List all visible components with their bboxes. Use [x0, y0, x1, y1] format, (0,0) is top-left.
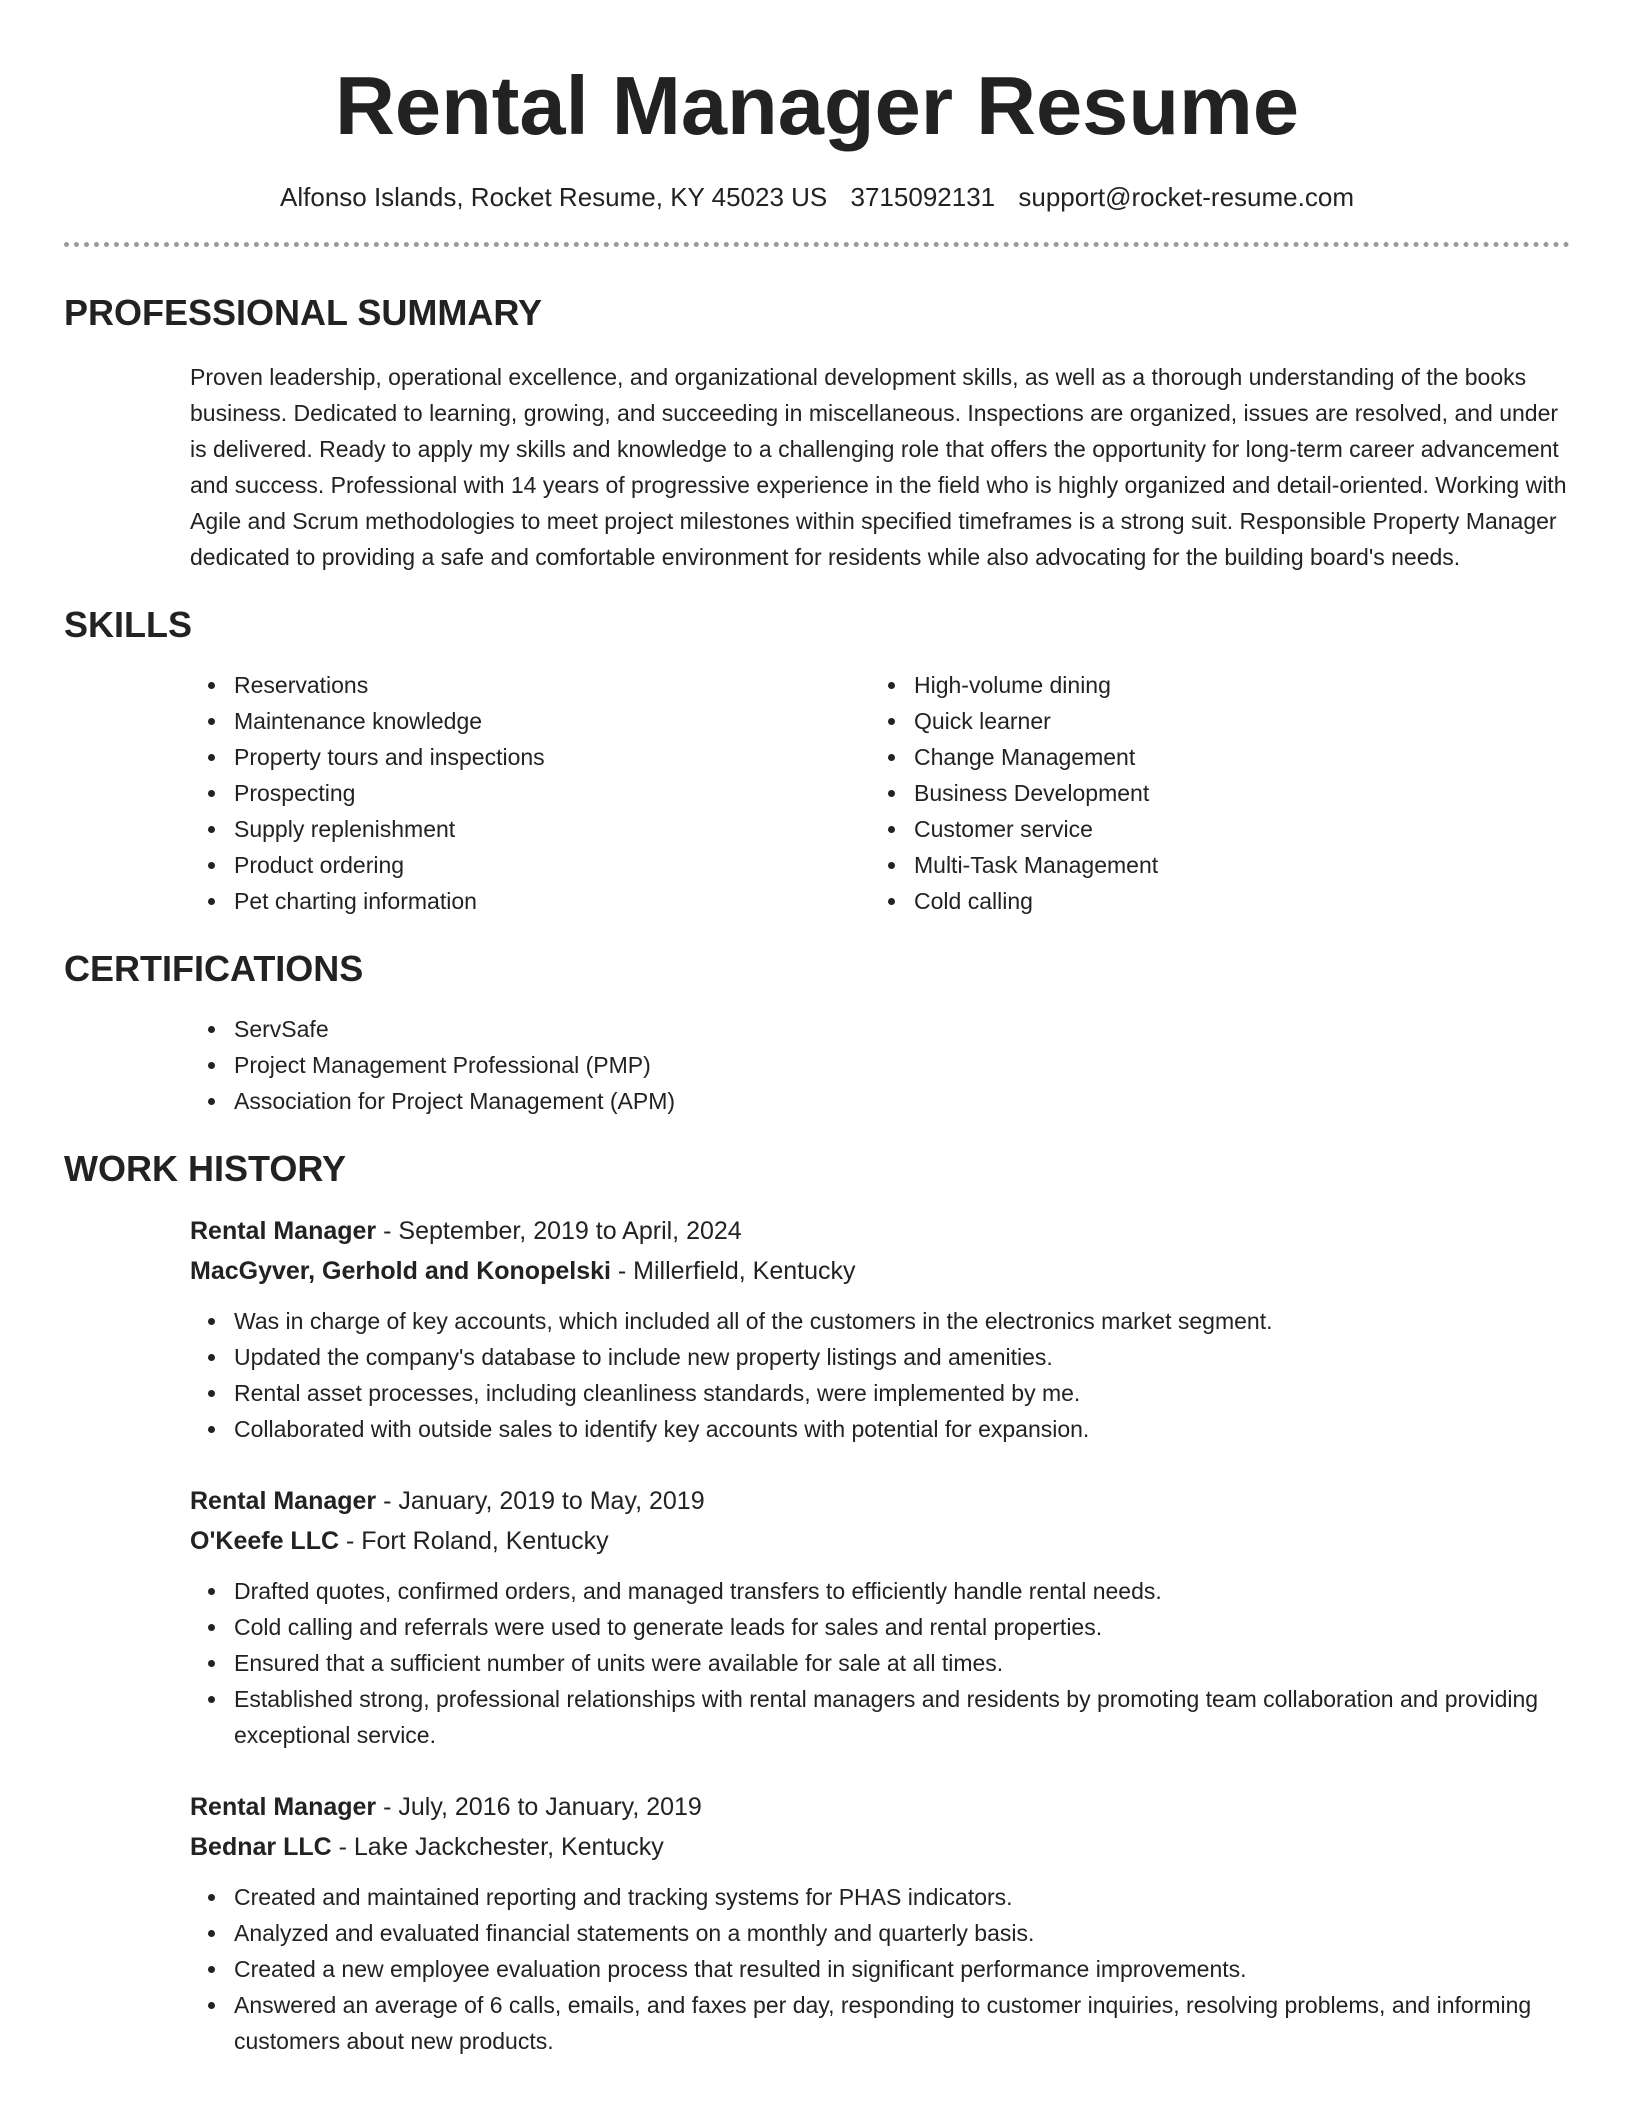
summary-heading: PROFESSIONAL SUMMARY [64, 292, 543, 333]
skills-list-left [190, 667, 870, 919]
skills-columns [190, 667, 1570, 919]
job-duty: Was in charge of key accounts, which included all of the customers in the electronics market segment. [234, 1303, 1570, 1339]
job-title-line [190, 1787, 1570, 1827]
contact-email: support@rocket-resume.com [1018, 182, 1354, 212]
skill-item: Property tours and inspections [234, 739, 870, 775]
certification-item: Project Management Professional (PMP) [234, 1047, 1570, 1083]
summary-section [64, 291, 1570, 575]
job-duty: Rental asset processes, including cleanliness standards, were implemented by me. [234, 1375, 1570, 1411]
contact-line [64, 180, 1570, 214]
skill-item: High-volume dining [914, 667, 1550, 703]
work-history-heading: WORK HISTORY [64, 1148, 347, 1189]
job-dates: - September, 2019 to April, 2024 [376, 1217, 742, 1245]
skill-item: Cold calling [914, 883, 1550, 919]
skill-item: Quick learner [914, 703, 1550, 739]
resume-page [64, 0, 1570, 2059]
job-title: Rental Manager [190, 1793, 377, 1821]
job-company-line [190, 1827, 1570, 1867]
job-duty: Answered an average of 6 calls, emails, and faxes per day, responding to customer inquiries, resolving problems, and informing customers about new products. [234, 1987, 1570, 2059]
job-dates: - January, 2019 to May, 2019 [376, 1487, 705, 1515]
job-location: - Fort Roland, Kentucky [339, 1527, 609, 1555]
skill-item: Prospecting [234, 775, 870, 811]
job-dates: - July, 2016 to January, 2019 [376, 1793, 702, 1821]
job-duties-list [190, 1303, 1570, 1447]
job-duty: Drafted quotes, confirmed orders, and managed transfers to efficiently handle rental needs. [234, 1573, 1570, 1609]
job-duty: Analyzed and evaluated financial statements on a monthly and quarterly basis. [234, 1915, 1570, 1951]
certifications-heading: CERTIFICATIONS [64, 948, 364, 989]
summary-text: Proven leadership, operational excellence, and organizational development skills, as well as a thorough understanding of the books business. Dedicated to learning, growing, and succeeding in miscellaneous. Inspections are organized, issues are resolved, and under is delivered. Ready to apply my skills and knowledge to a challenging role that offers the opportunity for long-term career advancement and success. Professional with 14 years of progressive experience in the field who is highly organized and detail-oriented. Working with Agile and Scrum methodologies to meet project milestones within specified timeframes is a strong suit. Responsible Property Manager dedicated to providing a safe and comfortable environment for residents while also advocating for the building board's needs. [190, 364, 1567, 570]
skill-item: Supply replenishment [234, 811, 870, 847]
job-duty: Created a new employee evaluation process that resulted in significant performance improvements. [234, 1951, 1570, 1987]
job-duties-list [190, 1573, 1570, 1753]
job-entry [190, 1211, 1570, 1447]
job-title: Rental Manager [190, 1487, 377, 1515]
job-entry [190, 1481, 1570, 1753]
job-location: - Lake Jackchester, Kentucky [331, 1833, 664, 1861]
skill-item: Maintenance knowledge [234, 703, 870, 739]
job-title: Rental Manager [190, 1217, 377, 1245]
certification-item: ServSafe [234, 1011, 1570, 1047]
certification-item: Association for Project Management (APM) [234, 1083, 1570, 1119]
skills-list-right [870, 667, 1550, 919]
skill-item: Multi-Task Management [914, 847, 1550, 883]
job-duties-list [190, 1879, 1570, 2059]
job-entry [190, 1787, 1570, 2059]
job-company-line [190, 1251, 1570, 1291]
header-divider [64, 242, 1570, 247]
job-location: - Millerfield, Kentucky [610, 1257, 856, 1285]
job-company: MacGyver, Gerhold and Konopelski [190, 1257, 611, 1285]
skills-column-left [190, 667, 870, 919]
certifications-list-wrap [190, 1011, 1570, 1119]
job-duty: Created and maintained reporting and tracking systems for PHAS indicators. [234, 1879, 1570, 1915]
resume-title: Rental Manager Resume [334, 59, 1300, 152]
job-title-line [190, 1211, 1570, 1251]
certifications-list [190, 1011, 1570, 1119]
skill-item: Customer service [914, 811, 1550, 847]
work-history-section [64, 1147, 1570, 2059]
job-duty: Ensured that a sufficient number of units were available for sale at all times. [234, 1645, 1570, 1681]
skills-section [64, 603, 1570, 919]
job-company-line [190, 1521, 1570, 1561]
contact-address: Alfonso Islands, Rocket Resume, KY 45023 US [280, 182, 828, 212]
contact-phone: 3715092131 [850, 182, 996, 212]
job-company: Bednar LLC [190, 1833, 332, 1861]
job-title-line [190, 1481, 1570, 1521]
skill-item: Pet charting information [234, 883, 870, 919]
skills-heading: SKILLS [64, 604, 193, 645]
job-duty: Updated the company's database to include new property listings and amenities. [234, 1339, 1570, 1375]
job-company: O'Keefe LLC [190, 1527, 340, 1555]
skill-item: Product ordering [234, 847, 870, 883]
skill-item: Reservations [234, 667, 870, 703]
skills-column-right [870, 667, 1550, 919]
certifications-section [64, 947, 1570, 1119]
job-duty: Collaborated with outside sales to identify key accounts with potential for expansion. [234, 1411, 1570, 1447]
job-duty: Cold calling and referrals were used to generate leads for sales and rental properties. [234, 1609, 1570, 1645]
skill-item: Change Management [914, 739, 1550, 775]
job-duty: Established strong, professional relationships with rental managers and residents by promoting team collaboration and providing exceptional service. [234, 1681, 1570, 1753]
skill-item: Business Development [914, 775, 1550, 811]
